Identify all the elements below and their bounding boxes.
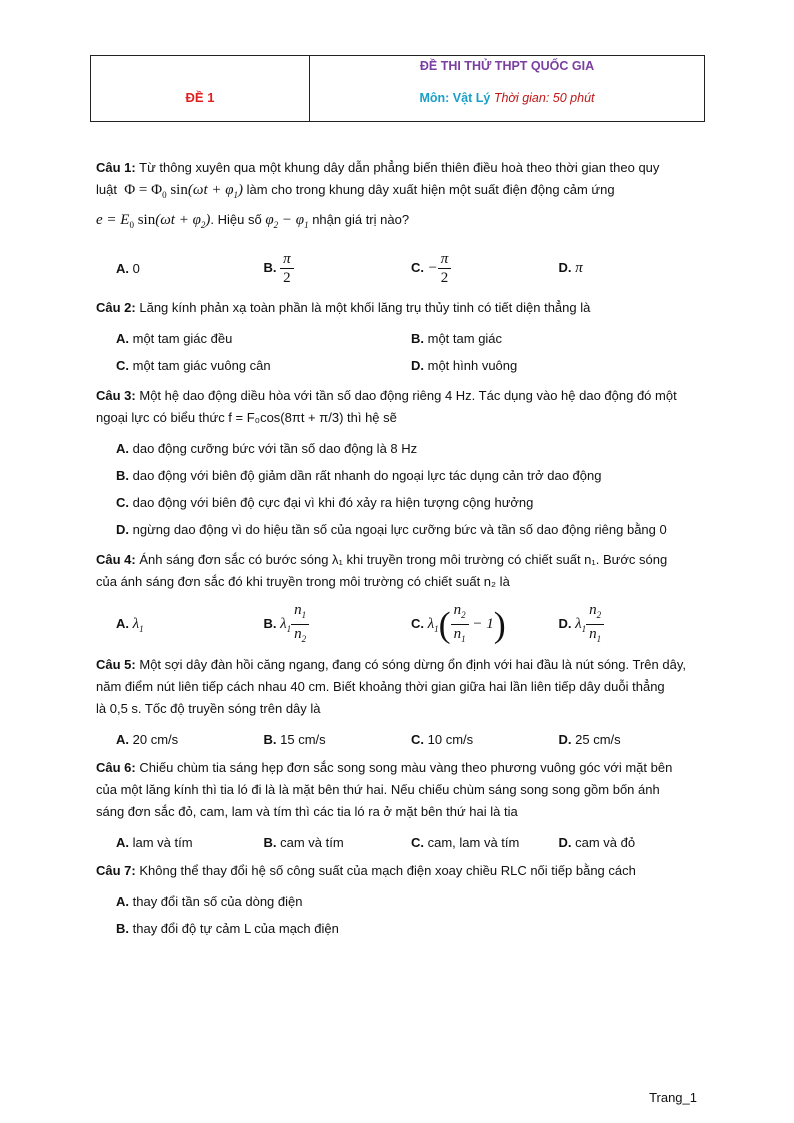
option-a[interactable]: A. $\lambda_1$ [116,615,144,634]
option-c[interactable]: C. − $\frac{\pi}{2}$ [411,250,559,287]
fraction-n2-over-n1: $\frac{n_2}{n_1}$ [586,601,604,648]
question-2 [96,297,706,373]
option-d[interactable]: D. 25 cm/s [558,732,621,747]
question-number: Câu 3: [96,388,136,403]
answer-options [96,835,706,850]
question-number: Câu 1: [96,160,136,175]
option-c[interactable]: C. $\lambda_1$( $\frac{n_2}{n_1}$ − 1) [411,601,559,648]
option-c[interactable]: C. một tam giác vuông cân [116,358,271,373]
question-6 [96,757,706,850]
answer-options [96,250,706,287]
emf-formula: $e = E_0$ $\sin(\omega t + \varphi_2)$ [96,212,211,230]
option-b[interactable]: B. 15 cm/s [263,732,326,747]
phase-difference: $\varphi_2 - \varphi_1$ [265,212,309,230]
question-text: của ánh sáng đơn sắc đó khi truyền trong môi trường có chiết suất n₂ là [96,574,510,589]
option-b[interactable]: B. $\lambda_1$ $\frac{n_1}{n_2}$ [264,601,412,648]
option-a[interactable]: A. dao động cưỡng bức với tần số dao động là 8 Hz [116,441,418,456]
exam-time: Thời gian: 50 phút [493,91,595,105]
question-text: của một lăng kính thì tia ló đi là là mặt bên thứ hai. Nếu chiếu chùm sáng song song gồm bốn ánh [96,782,660,797]
question-text: Từ thông xuyên qua một khung dây dẫn phẳng biến thiên điều hoà theo thời gian theo quy [139,160,660,175]
exam-title-cell [310,56,704,121]
exam-title: ĐỀ THI THỬ THPT QUỐC GIA [419,59,595,73]
answer-options [96,732,706,747]
question-text: Một sợi dây đàn hồi căng ngang, đang có sóng dừng ổn định với hai đầu là nút sóng. Trên dây, [139,657,686,672]
exam-subject-line [310,91,704,105]
question-number: Câu 7: [96,863,136,878]
question-3 [96,385,706,537]
questions [96,157,706,948]
fraction-minus-pi-over-2: $\frac{\pi}{2}$ [438,250,452,287]
option-d[interactable]: D. một hình vuông [411,358,518,373]
option-a[interactable]: A. lam và tím [116,835,193,850]
question-number: Câu 6: [96,760,136,775]
option-b[interactable]: B. $\frac{\pi}{2}$ [264,250,412,287]
exam-code: ĐỀ 1 [91,56,310,121]
question-4 [96,549,706,648]
question-text: nhận giá trị nào? [312,212,410,227]
option-c[interactable]: C. dao động với biên độ cực đại vì khi đó xảy ra hiện tượng cộng hưởng [116,495,534,510]
option-b[interactable]: B. dao động với biên độ giảm dần rất nhanh do ngoại lực tác dụng cản trở dao động [116,468,602,483]
question-text: luật [96,182,117,197]
question-text: Ánh sáng đơn sắc có bước sóng λ₁ khi truyền trong môi trường có chiết suất n₁. Bước sóng [139,552,668,567]
option-a[interactable]: A. một tam giác đều [116,331,233,346]
option-a[interactable]: A. 20 cm/s [116,732,179,747]
option-b[interactable]: B. thay đổi độ tự cảm L của mạch điện [116,921,339,936]
question-text: Không thể thay đổi hệ số công suất của mạch điện xoay chiều RLC nối tiếp bằng cách [139,863,636,878]
option-b[interactable]: B. cam và tím [263,835,344,850]
question-text: ngoại lực có biểu thức f = F₀cos(8πt + π/3) thì hệ sẽ [96,410,397,425]
question-text: Chiếu chùm tia sáng hẹp đơn sắc song song màu vàng theo phương vuông góc với mặt bên [139,760,673,775]
option-c[interactable]: C. cam, lam và tím [411,835,520,850]
question-7 [96,860,706,936]
question-text: . Hiệu số [210,212,262,227]
question-5 [96,654,706,747]
question-text: sáng đơn sắc đỏ, cam, lam và tím thì các tia ló ra ở mặt bên thứ hai là tia [96,804,518,819]
answer-options [96,601,706,648]
question-text: Lăng kính phản xạ toàn phần là một khối lăng trụ thủy tinh có tiết diện thẳng là [139,300,591,315]
option-b[interactable]: B. một tam giác [411,331,503,346]
question-1 [96,157,706,287]
option-d[interactable]: D. ngừng dao động vì do hiệu tần số của ngoại lực cưỡng bức và tần số dao động riêng bằng 0 [116,522,667,537]
fraction-n2-over-n1: $\frac{n_2}{n_1}$ [451,601,469,648]
option-c[interactable]: C. 10 cm/s [411,732,474,747]
answer-options [96,358,706,373]
fraction-pi-over-2: $\frac{\pi}{2}$ [280,250,294,287]
question-text: năm điểm nút liên tiếp cách nhau 40 cm. Biết khoảng thời gian giữa hai lần liên tiếp dây duỗi thẳng [96,679,665,694]
option-d[interactable]: D. $\lambda_1$ $\frac{n_2}{n_1}$ [559,601,707,648]
option-d[interactable]: D. cam và đỏ [558,835,636,850]
question-text: làm cho trong khung dây xuất hiện một suất điện động cảm ứng [246,182,615,197]
answer-options [96,331,706,346]
option-a[interactable]: A. thay đổi tần số của dòng điện [116,894,303,909]
flux-formula: $\Phi = \Phi_0$ $\sin(\omega t + \varphi_1)$ [124,182,244,200]
option-a[interactable]: A. 0 [116,261,140,276]
question-text: Một hệ dao động diều hòa với tần số dao động riêng 4 Hz. Tác dụng vào hệ dao động đó một [139,388,677,403]
subject: Môn: Vật Lý [419,91,491,105]
question-number: Câu 2: [96,300,136,315]
question-number: Câu 4: [96,552,136,567]
question-number: Câu 5: [96,657,136,672]
exam-header [90,55,705,122]
option-d[interactable]: D. π [558,260,583,276]
page-number: Trang_1 [649,1090,697,1105]
question-text: là 0,5 s. Tốc độ truyền sóng trên dây là [96,701,321,716]
fraction-n1-over-n2: $\frac{n_1}{n_2}$ [291,601,309,648]
